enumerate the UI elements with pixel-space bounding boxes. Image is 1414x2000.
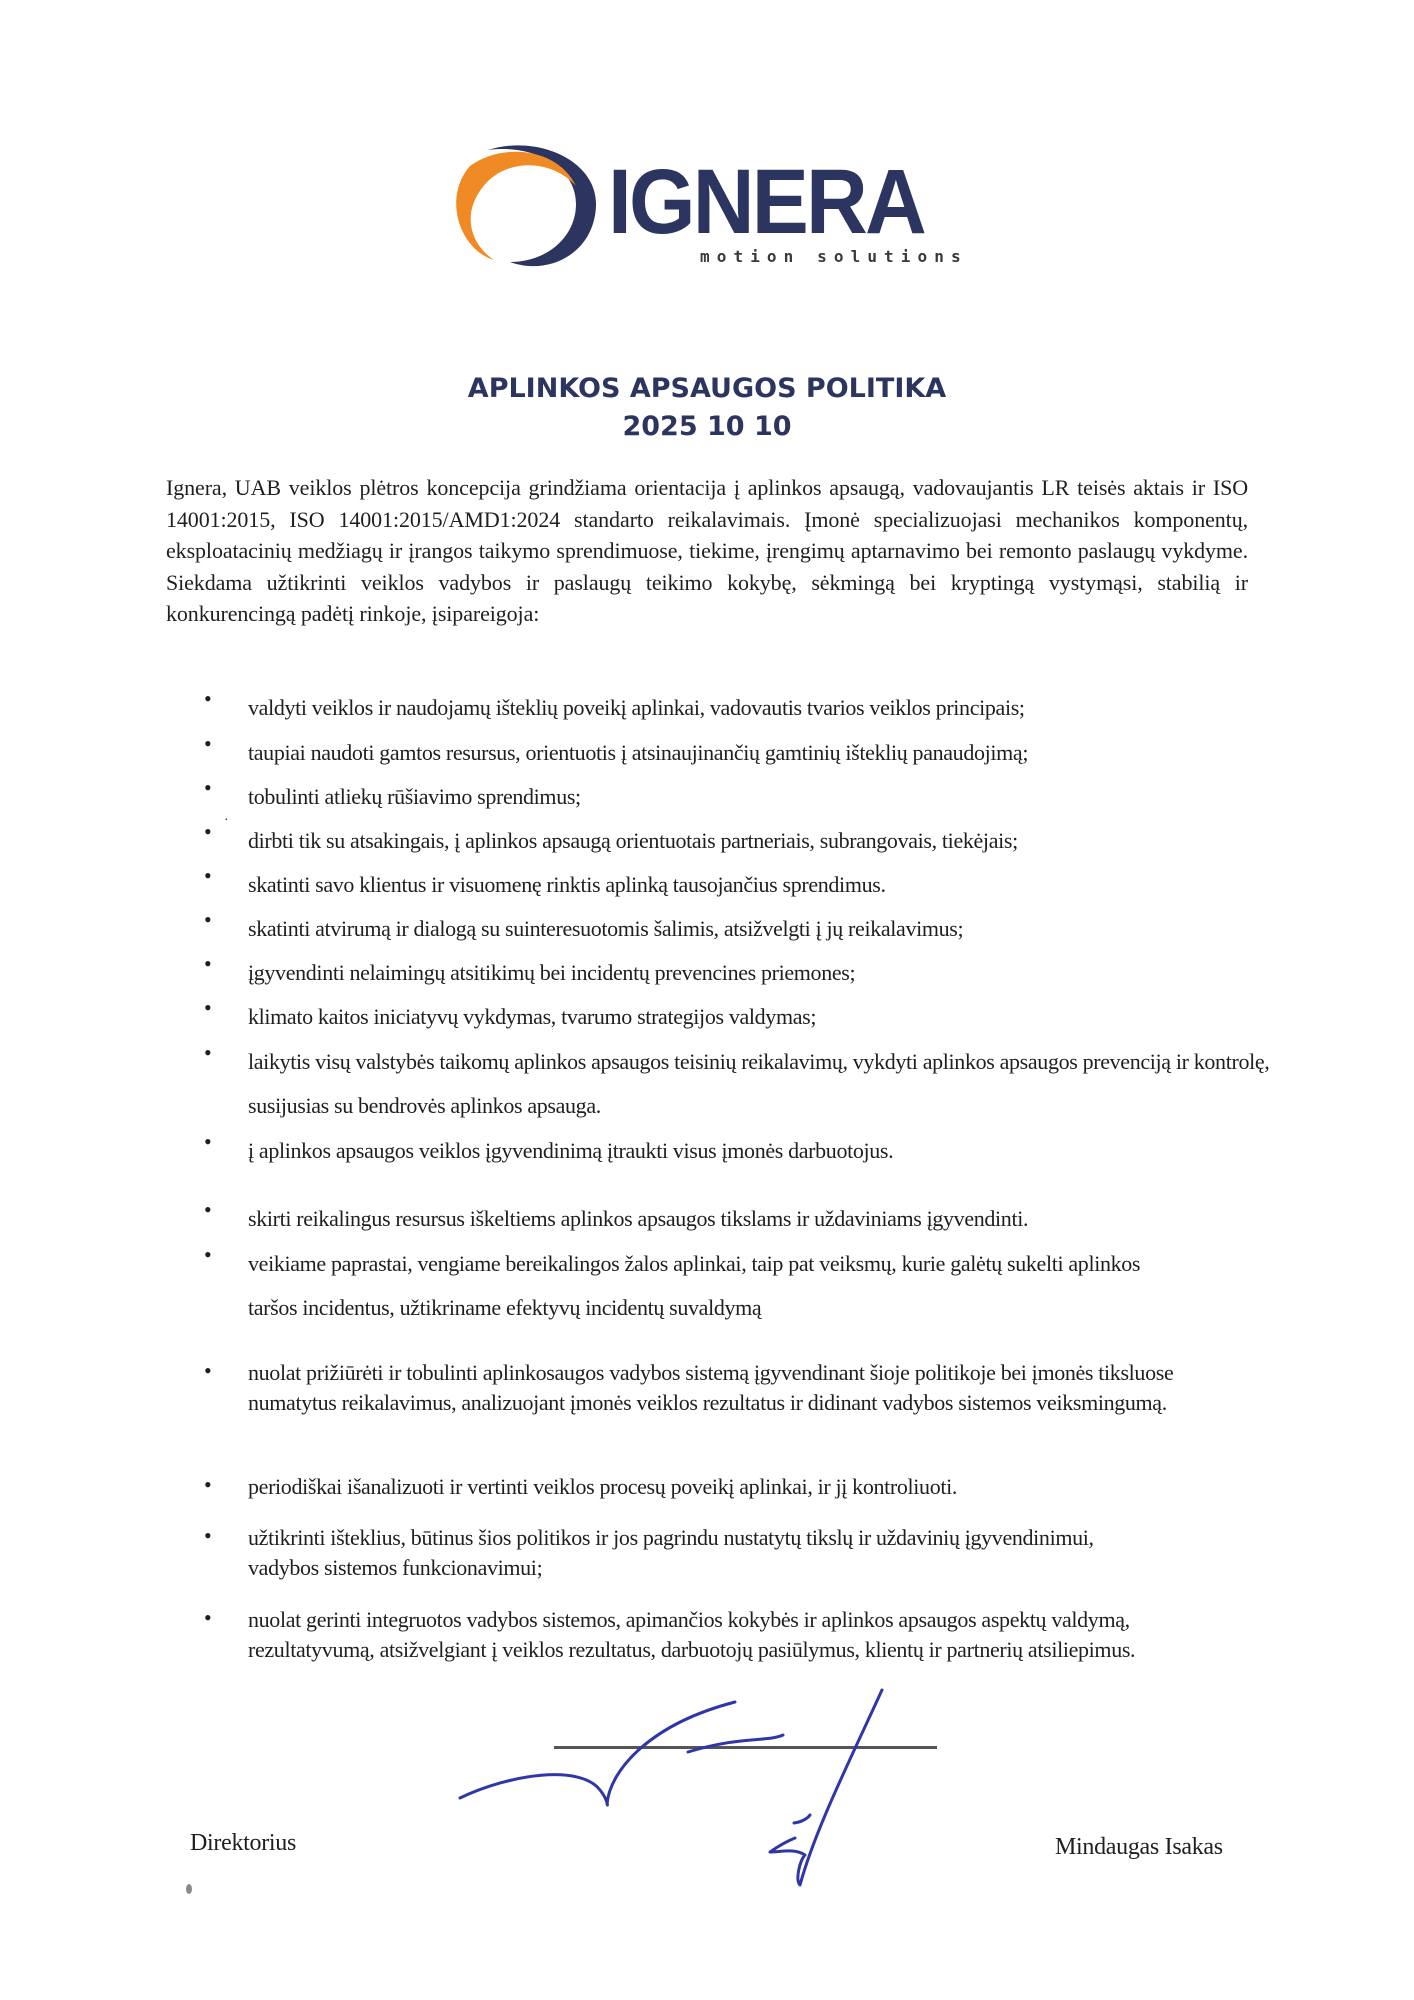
list-item-text: laikytis visų valstybės taikomų aplinkos apsaugos teisinių reikalavimų, vykdyti aplinkos apsaugos prevenciją ir kontrolę, susijusias su bendrovės aplinkos apsauga.	[248, 1049, 1270, 1118]
list-item-text: į aplinkos apsaugos veiklos įgyvendinimą įtraukti visus įmonės darbuotojus.	[248, 1138, 894, 1163]
bullet-icon: •	[204, 819, 212, 844]
list-item-text: nuolat gerinti integruotos vadybos sistemos, apimančios kokybės ir aplinkos apsaugos aspektų valdymą, rezultatyvumą, atsižvelgiant į veiklos rezultatus, darbuotojų pasiūlymus, klientų ir partnerių atsiliepimus.	[248, 1607, 1136, 1662]
logo-orange-arc	[456, 152, 576, 260]
list-item-text: skatinti savo klientus ir visuomenę rinktis aplinką tausojančius sprendimus.	[248, 872, 886, 897]
list-item	[204, 907, 1264, 951]
handwritten-signature	[450, 1680, 900, 1895]
list-item-text: nuolat prižiūrėti ir tobulinti aplinkosaugos vadybos sistemą įgyvendinant šioje politikoje bei įmonės tiksluose numatytus reikalavimus, analizuojant įmonės veiklos rezultatus ir didinant vadybos sistemos veiksmingumą.	[248, 1360, 1174, 1415]
list-item-text: valdyti veiklos ir naudojamų išteklių poveikį aplinkai, vadovautis tvarios veiklos principais;	[248, 695, 1025, 720]
list-item	[204, 775, 1264, 819]
list-item	[204, 1197, 1264, 1241]
bullet-icon: •	[204, 1472, 212, 1497]
list-item-text: taupiai naudoti gamtos resursus, orientuotis į atsinaujinančių gamtinių išteklių panaudojimą;	[248, 740, 1029, 765]
bullet-icon: •	[204, 686, 212, 711]
list-item-text: veikiame paprastai, vengiame bereikalingos žalos aplinkai, taip pat veiksmų, kurie galėtų sukelti aplinkos taršos incidentus, užtikriname efektyvų incidentų suvaldymą	[248, 1251, 1141, 1320]
list-item	[204, 813, 1264, 863]
bullet-icon: •	[204, 995, 212, 1020]
bullet-icon: •	[204, 1523, 212, 1548]
logo-swoosh-icon	[456, 145, 596, 266]
bullet-icon: •	[204, 731, 212, 756]
list-item	[204, 1040, 1284, 1128]
list-item	[204, 951, 1264, 995]
list-item-text: įgyvendinti nelaimingų atsitikimų bei incidentų prevencines priemones;	[248, 960, 856, 985]
list-item-text: skirti reikalingus resursus iškeltiems aplinkos apsaugos tikslams ir uždaviniams įgyvendinti.	[248, 1206, 1029, 1231]
signatory-name: Mindaugas Isakas	[1055, 1834, 1223, 1860]
list-item	[204, 1523, 1129, 1582]
list-item	[204, 995, 1264, 1039]
list-item	[204, 1129, 1264, 1173]
bullet-icon: •	[204, 863, 212, 888]
signature-stroke	[460, 1702, 735, 1805]
list-item-text: tobulinti atliekų rūšiavimo sprendimus;	[248, 784, 581, 809]
bullet-icon: •	[204, 1197, 212, 1222]
bullet-icon: •	[204, 951, 212, 976]
intro-paragraph: Ignera, UAB veiklos plėtros koncepcija grindžiama orientacija į aplinkos apsaugą, vadovaujantis LR teisės aktais ir ISO 14001:2015, ISO 14001:2015/AMD1:2024 standarto reikalavimais. Įmonė specializuojasi mechanikos komponentų, eksploatacinių medžiagų ir įrangos taikymo sprendimuose, tiekime, įrengimų aptarnavimo bei remonto paslaugų vykdyme. Siekdama užtikrinti veiklos vadybos ir paslaugų teikimo kokybę, sėkmingą bei kryptingą vystymąsi, stabilią ir konkurencingą padėtį rinkoje, įsipareigoja:	[166, 475, 1248, 627]
signature-stroke	[770, 1690, 882, 1885]
bullet-icon: •	[204, 1242, 212, 1267]
list-item	[204, 1605, 1244, 1664]
list-item	[204, 731, 1264, 775]
list-item-text: dirbti tik su atsakingais, į aplinkos apsaugą orientuotais partneriais, subrangovais, tiekėjais;	[248, 828, 1018, 853]
signature-stroke	[794, 1815, 810, 1823]
document-date: 2025 10 10	[622, 411, 792, 442]
bullet-icon: •	[204, 1605, 212, 1630]
scan-speck	[186, 1884, 192, 1894]
logo-tagline: motion solutions	[700, 247, 968, 266]
list-item	[204, 1358, 1214, 1417]
stray-mark-icon: ·	[224, 813, 229, 828]
list-item	[204, 1242, 1144, 1330]
signature-stroke	[688, 1735, 783, 1752]
bullet-icon: •	[204, 1358, 212, 1383]
document-title: APLINKOS APSAUGOS POLITIKA	[467, 373, 947, 404]
bullet-icon: •	[204, 907, 212, 932]
bullet-icon: •	[204, 775, 212, 800]
signatory-role: Direktorius	[190, 1830, 297, 1856]
bullet-icon: •	[204, 1040, 212, 1065]
list-item	[204, 1472, 1264, 1502]
list-item-text: periodiškai išanalizuoti ir vertinti veiklos procesų poveikį aplinkai, ir jį kontroliuoti.	[248, 1474, 958, 1499]
document-header	[0, 370, 1414, 446]
list-item-text: užtikrinti išteklius, būtinus šios politikos ir jos pagrindu nustatytų tikslų ir uždavinių įgyvendinimui, vadybos sistemos funkcionavimui;	[248, 1525, 1094, 1580]
bullet-icon: •	[204, 1129, 212, 1154]
list-item	[204, 686, 1264, 730]
list-item	[204, 863, 1264, 907]
list-item-text: klimato kaitos iniciatyvų vykdymas, tvarumo strategijos valdymas;	[248, 1004, 817, 1029]
logo-wordmark: IGNERA	[608, 151, 925, 253]
list-item-text: skatinti atvirumą ir dialogą su suinteresuotomis šalimis, atsižvelgti į jų reikalavimus;	[248, 916, 964, 941]
